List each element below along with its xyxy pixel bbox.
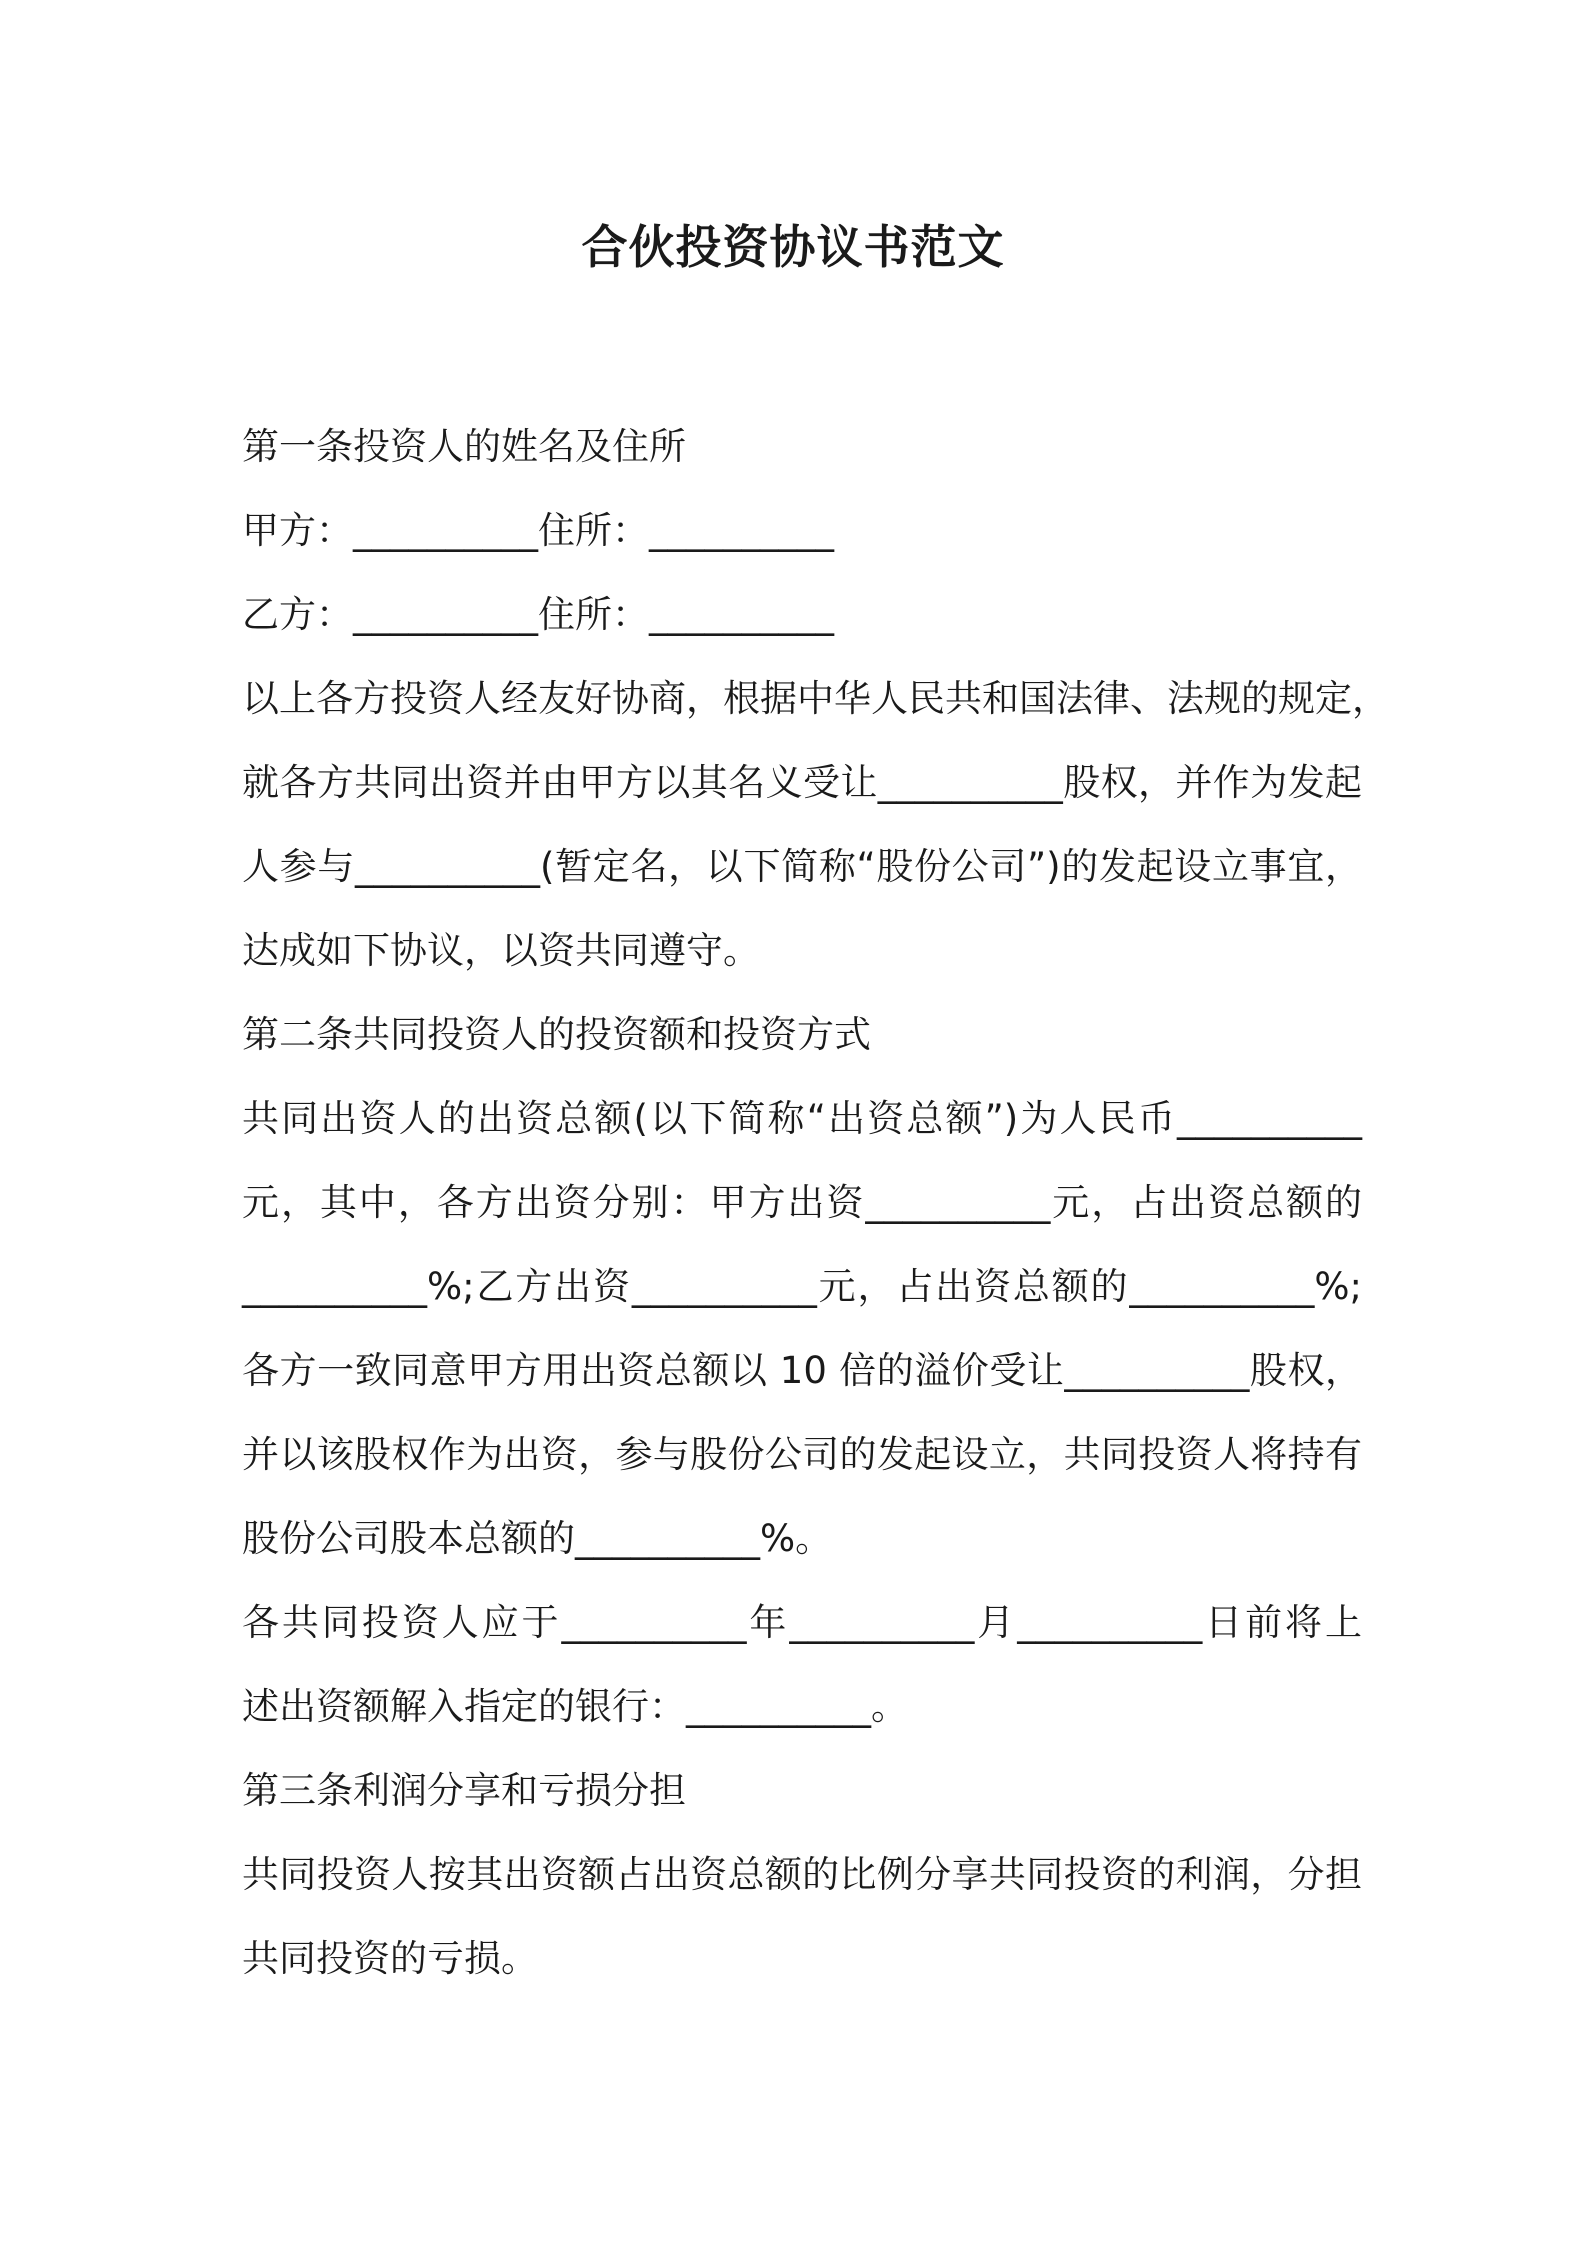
party-a-line: 甲方：__________住所：__________ (242, 509, 834, 552)
paragraph-line: 达成如下协议，以资共同遵守。 (242, 929, 760, 972)
paragraph-line: 股份公司股本总额的__________%。 (242, 1517, 833, 1560)
document-title: 合伙投资协议书范文 (581, 220, 1005, 274)
paragraph-line: 人参与__________(暂定名，以下简称“股份公司”)的发起设立事宜， (242, 845, 1362, 888)
article-2-heading: 第二条共同投资人的投资额和投资方式 (242, 1013, 871, 1056)
article-3-heading: 第三条利润分享和亏损分担 (242, 1769, 686, 1812)
paragraph-line: 共同出资人的出资总额(以下简称“出资总额”)为人民币__________ (242, 1097, 1362, 1140)
paragraph-line: 就各方共同出资并由甲方以其名义受让__________股权，并作为发起 (242, 761, 1362, 804)
paragraph-line: 并以该股权作为出资，参与股份公司的发起设立，共同投资人将持有 (242, 1433, 1362, 1476)
paragraph-line: 以上各方投资人经友好协商，根据中华人民共和国法律、法规的规定， (242, 677, 1389, 720)
document-body (242, 405, 1389, 2001)
paragraph-line: __________%;乙方出资__________元，占出资总额的__________%; (242, 1265, 1362, 1308)
paragraph-line: 共同投资的亏损。 (242, 1937, 538, 1980)
party-b-line: 乙方：__________住所：__________ (242, 593, 834, 636)
paragraph-line: 各共同投资人应于__________年__________月__________日前将上 (242, 1601, 1362, 1644)
article-1-heading: 第一条投资人的姓名及住所 (242, 425, 686, 468)
paragraph-line: 元，其中，各方出资分别：甲方出资__________元，占出资总额的 (242, 1181, 1362, 1224)
paragraph-line: 各方一致同意甲方用出资总额以 10 倍的溢价受让__________股权， (242, 1349, 1362, 1392)
paragraph-line: 述出资额解入指定的银行：__________。 (242, 1685, 908, 1728)
paragraph-line: 共同投资人按其出资额占出资总额的比例分享共同投资的利润，分担 (242, 1853, 1362, 1896)
